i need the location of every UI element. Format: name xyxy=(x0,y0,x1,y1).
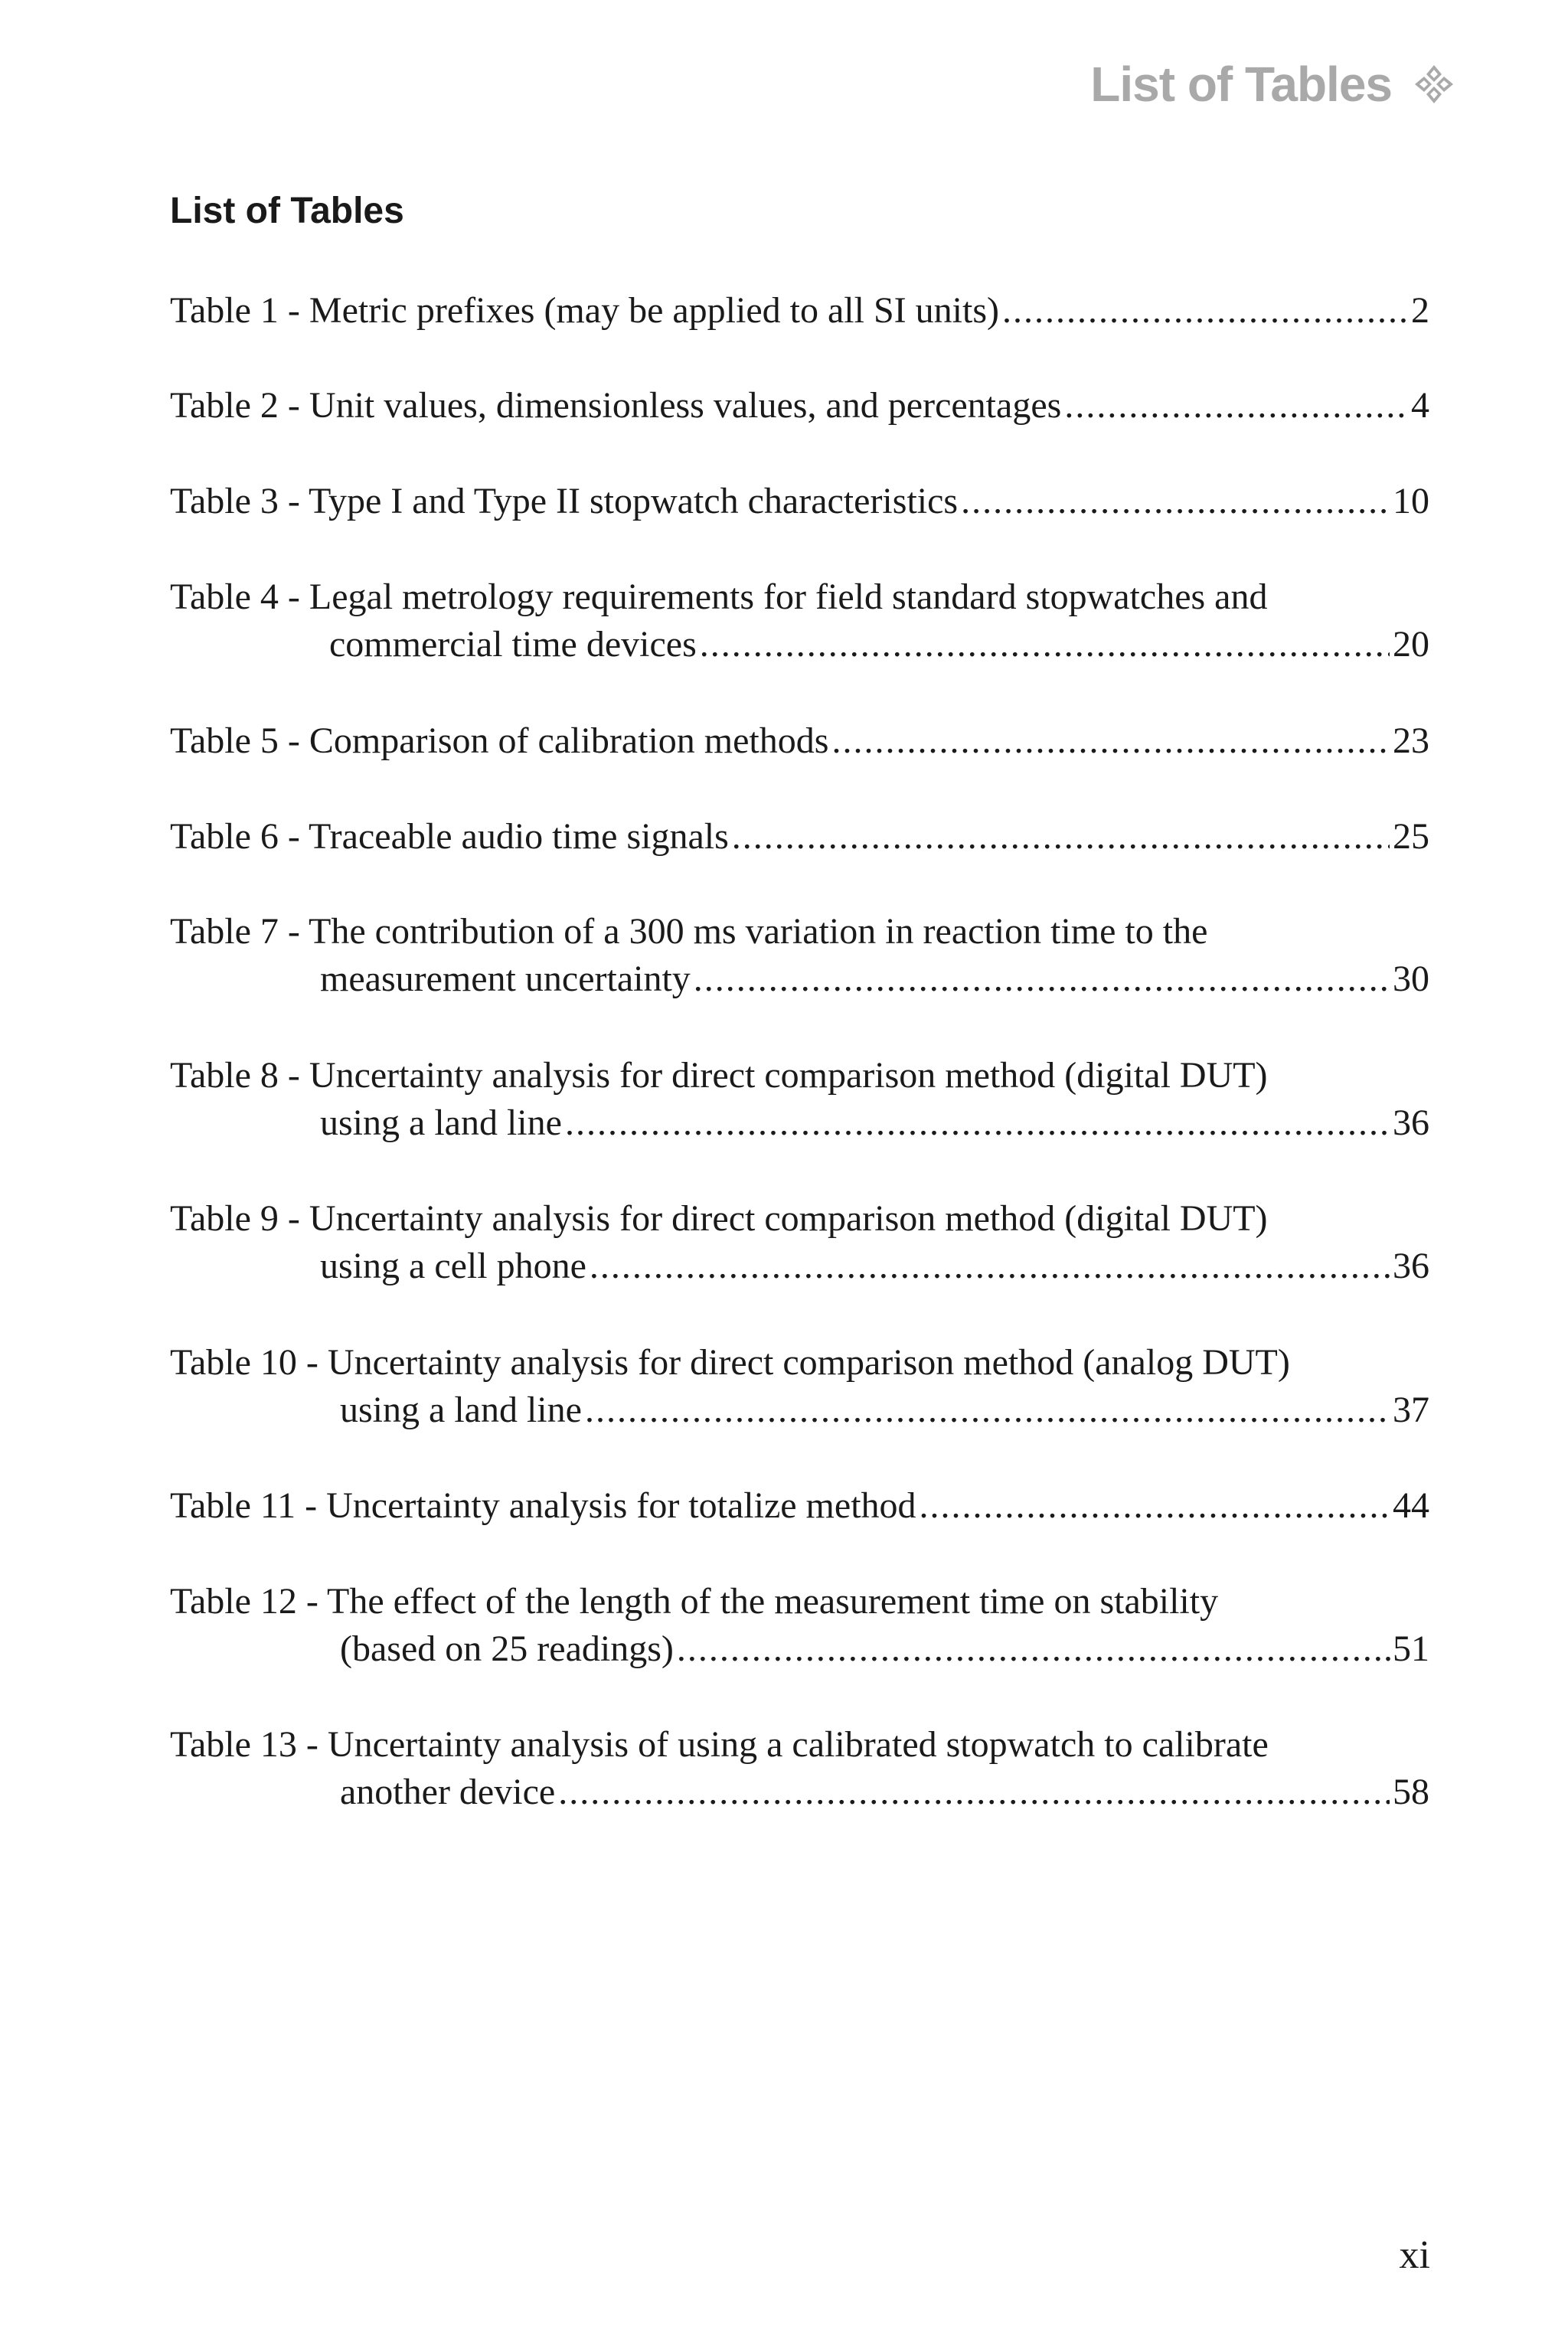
toc-entry-label: Table 5 - Comparison of calibration methods xyxy=(170,720,829,761)
toc-entry[interactable] xyxy=(170,1482,1429,1530)
toc-entry-page: 23 xyxy=(1393,720,1429,761)
dot-leader xyxy=(558,1769,1390,1816)
toc-entry-page: 2 xyxy=(1411,290,1429,331)
toc-entry-label: Table 7 - The contribution of a 300 ms variation in reaction time to the xyxy=(170,911,1208,952)
dot-leader xyxy=(677,1625,1380,1673)
toc-entry[interactable] xyxy=(170,908,1429,1003)
toc-entry-page: .51 xyxy=(1383,1628,1429,1669)
toc-entry-continuation: using a land line xyxy=(340,1390,582,1430)
toc-entry-continuation: another device xyxy=(340,1772,556,1812)
toc-entry-label: Table 6 - Traceable audio time signals xyxy=(170,816,729,857)
toc-entry-continuation: using a cell phone xyxy=(320,1246,586,1286)
toc-entry-label: Table 10 - Uncertainty analysis for direct comparison method (analog DUT) xyxy=(170,1342,1290,1383)
toc-entry-label: Table 13 - Uncertainty analysis of using a calibrated stopwatch to calibrate xyxy=(170,1724,1269,1765)
toc-entry-label: Table 9 - Uncertainty analysis for direct comparison method (digital DUT) xyxy=(170,1198,1268,1239)
toc-entry-page: 30 xyxy=(1393,959,1429,999)
dot-leader xyxy=(1064,382,1408,430)
toc-entry[interactable] xyxy=(170,1052,1429,1147)
toc-entry[interactable] xyxy=(170,717,1429,765)
dot-leader xyxy=(1002,287,1408,335)
toc-entry[interactable] xyxy=(170,1339,1429,1434)
toc-entry-page: 58 xyxy=(1393,1772,1429,1812)
four-diamond-ornament-icon xyxy=(1413,64,1455,105)
dot-leader xyxy=(961,478,1390,525)
dot-leader xyxy=(585,1387,1390,1434)
toc-entry-continuation: using a land line xyxy=(320,1102,562,1143)
toc-entry-page: 44 xyxy=(1393,1485,1429,1526)
section-title: List of Tables xyxy=(170,191,404,231)
dot-leader xyxy=(590,1243,1390,1290)
page-number: xi xyxy=(1399,2233,1430,2277)
toc-entry-label: Table 8 - Uncertainty analysis for direct comparison method (digital DUT) xyxy=(170,1055,1268,1096)
toc-entry[interactable] xyxy=(170,478,1429,525)
toc-entry[interactable] xyxy=(170,1195,1429,1290)
dot-leader xyxy=(920,1482,1390,1530)
toc-entry[interactable] xyxy=(170,813,1429,861)
dot-leader xyxy=(831,717,1390,765)
running-header xyxy=(1090,57,1455,112)
toc-entry-label: Table 4 - Legal metrology requirements for field standard stopwatches and xyxy=(170,577,1268,617)
toc-entry-page: 36 xyxy=(1393,1102,1429,1143)
dot-leader xyxy=(732,813,1390,861)
toc-entry-continuation: (based on 25 readings) xyxy=(340,1628,674,1669)
dot-leader xyxy=(700,621,1390,668)
toc-entry-page: 25 xyxy=(1393,816,1429,857)
running-header-title: List of Tables xyxy=(1090,57,1392,112)
toc-entry-page: 10 xyxy=(1393,481,1429,521)
toc-entry-page: 20 xyxy=(1393,624,1429,665)
toc-entry-label: Table 1 - Metric prefixes (may be applied to all SI units) xyxy=(170,290,999,331)
toc-entry-label: Table 3 - Type I and Type II stopwatch characteristics xyxy=(170,481,959,521)
toc-entry-page: 36 xyxy=(1393,1246,1429,1286)
toc-entry[interactable] xyxy=(170,382,1429,430)
toc-entry-label: Table 12 - The effect of the length of the measurement time on stability xyxy=(170,1581,1219,1622)
toc-entry-continuation: measurement uncertainty xyxy=(320,959,691,999)
toc-entry-page: 37 xyxy=(1393,1390,1429,1430)
dot-leader xyxy=(694,956,1390,1003)
toc-entry[interactable] xyxy=(170,1721,1429,1816)
toc-entry-continuation: commercial time devices xyxy=(329,624,697,665)
toc-entry[interactable] xyxy=(170,287,1429,335)
toc-entry[interactable] xyxy=(170,1578,1429,1673)
toc-entry[interactable] xyxy=(170,573,1429,668)
dot-leader xyxy=(565,1099,1390,1147)
toc-entry-label: Table 2 - Unit values, dimensionless values, and percentages xyxy=(170,385,1062,426)
toc-entry-label: Table 11 - Uncertainty analysis for totalize method xyxy=(170,1485,916,1526)
toc-entry-page: 4 xyxy=(1411,385,1429,426)
